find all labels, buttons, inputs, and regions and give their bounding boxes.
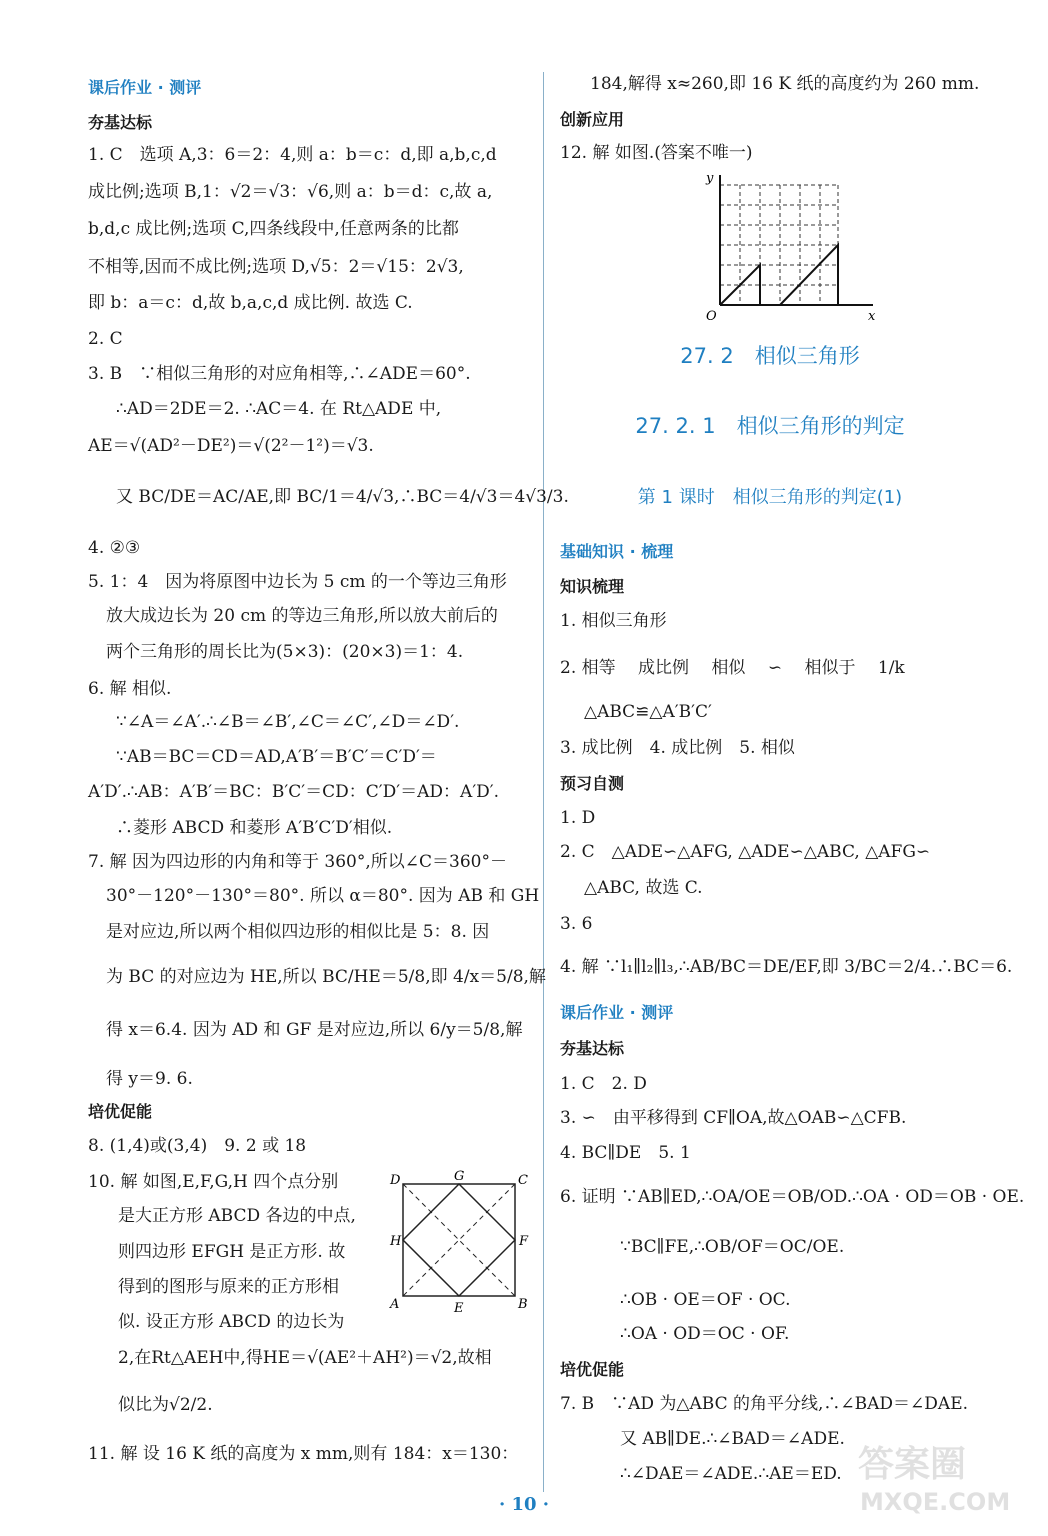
outer-square	[403, 1184, 515, 1296]
diagonal-dashed	[403, 1184, 515, 1296]
answer-line: 1. C 2. D	[560, 1074, 647, 1094]
answer-line: 似比为√2/2.	[118, 1395, 213, 1415]
answer-line: 两个三角形的周长比为(5×3)：(20×3)＝1：4.	[106, 642, 464, 662]
figure-label: D	[390, 1173, 401, 1188]
watermark-text: 答案圈	[858, 1444, 967, 1485]
subsection-title: 预习自测	[560, 774, 625, 793]
diagonal-dashed	[403, 1184, 515, 1296]
page-number: · 10 ·	[498, 1494, 550, 1515]
answer-line: 即 b：a＝c：d,故 b,a,c,d 成比例. 故选 C.	[88, 293, 413, 313]
answer-line: △ABC≌△A′B′C′	[584, 702, 712, 722]
subsection-title: 培优促能	[88, 1102, 153, 1121]
answer-line: 得 x＝6.4. 因为 AD 和 GF 是对应边,所以 6/y＝5/8,解	[106, 1020, 523, 1040]
answer-line: 3. 成比例 4. 成比例 5. 相似	[560, 738, 795, 758]
answer-line: 2. 相等 成比例 相似 ∽ 相似于 1/k	[560, 658, 905, 678]
inner-square	[403, 1184, 515, 1296]
answer-line: 4. ②③	[88, 538, 141, 558]
figure-label: C	[518, 1173, 528, 1188]
answer-line: 2. C	[88, 329, 123, 349]
subsection-title: 知识梳理	[560, 577, 625, 596]
section-header: 基础知识 · 梳理	[560, 542, 674, 561]
subsection-title: 夯基达标	[560, 1039, 625, 1058]
answer-line: 得 y＝9. 6.	[106, 1069, 193, 1089]
answer-line: 又 BC/DE＝AC/AE,即 BC/1＝4/√3,∴BC＝4/√3＝4√3/3.	[116, 487, 569, 507]
answer-line: 4. 解 ∵l₁∥l₂∥l₃,∴AB/BC＝DE/EF,即 3/BC＝2/4.∴BC＝6.	[560, 957, 1013, 977]
answer-line: 7. 解 因为四边形的内角和等于 360°,所以∠C＝360°－	[88, 852, 507, 872]
lesson-heading: 第 1 课时 相似三角形的判定(1)	[637, 487, 903, 508]
grid-figure	[698, 170, 888, 320]
square-midpoint-figure	[388, 1170, 530, 1320]
answer-line: ∴∠DAE＝∠ADE.∴AE＝ED.	[620, 1464, 842, 1484]
axis-label: O	[706, 309, 717, 320]
answer-line: 不相等,因而不成比例;选项 D,√5：2＝√15：2√3,	[88, 257, 464, 277]
answer-line: ∴菱形 ABCD 和菱形 A′B′C′D′相似.	[116, 818, 393, 838]
section-header: 课后作业 · 测评	[560, 1003, 674, 1022]
answer-line: 是大正方形 ABCD 各边的中点,	[118, 1206, 356, 1226]
answer-line: 2. C △ADE∽△AFG, △ADE∽△ABC, △AFG∽	[560, 842, 931, 862]
answer-line: A′D′.∴AB：A′B′＝BC：B′C′＝CD：C′D′＝AD：A′D′.	[88, 782, 500, 802]
answer-line: 3. 6	[560, 914, 593, 934]
answer-line: 11. 解 设 16 K 纸的高度为 x mm,则有 184：x＝130：	[88, 1444, 519, 1464]
axis-label: x	[868, 309, 876, 320]
subsection-title: 培优促能	[560, 1360, 625, 1379]
answer-line: 3. B ∵相似三角形的对应角相等,∴∠ADE＝60°.	[88, 364, 471, 384]
answer-line: 为 BC 的对应边为 HE,所以 BC/HE＝5/8,即 4/x＝5/8,解	[106, 967, 546, 987]
figure-label: H	[390, 1234, 402, 1249]
answer-line: 2,在Rt△AEH中,得HE＝√(AE²＋AH²)＝√2,故相	[118, 1348, 492, 1368]
answer-line: 又 AB∥DE.∴∠BAD＝∠ADE.	[620, 1429, 845, 1449]
answer-line: ∴OA · OD＝OC · OF.	[620, 1324, 790, 1344]
answer-line: 4. BC∥DE 5. 1	[560, 1143, 691, 1163]
answer-line: 6. 解 相似.	[88, 679, 172, 699]
answer-line: 7. B ∵AD 为△ABC 的角平分线,∴∠BAD＝∠DAE.	[560, 1394, 969, 1414]
answer-line: 成比例;选项 B,1：√2＝√3：√6,则 a：b＝d：c,故 a,	[88, 182, 493, 202]
answer-line: 8. (1,4)或(3,4) 9. 2 或 18	[88, 1136, 307, 1156]
subsection-title: 夯基达标	[88, 113, 153, 132]
answer-line: 12. 解 如图.(答案不唯一)	[560, 143, 753, 163]
column-divider	[543, 72, 544, 1492]
answer-line: 184,解得 x≈260,即 16 K 纸的高度约为 260 mm.	[590, 74, 980, 94]
section-header: 课后作业 · 测评	[88, 78, 202, 97]
figure-label: E	[454, 1301, 464, 1316]
answer-line: 则四边形 EFGH 是正方形. 故	[118, 1242, 346, 1262]
answer-line: 30°－120°－130°＝80°. 所以 α＝80°. 因为 AB 和 GH	[106, 886, 540, 906]
axis-label: y	[706, 171, 714, 186]
subsection-title: 创新应用	[560, 110, 625, 129]
answer-line: ∴AD＝2DE＝2. ∴AC＝4. 在 Rt△ADE 中,	[116, 399, 442, 419]
answer-line: 放大成边长为 20 cm 的等边三角形,所以放大前后的	[106, 606, 498, 626]
answer-line: b,d,c 成比例;选项 C,四条线段中,任意两条的比都	[88, 219, 459, 239]
section-title: 27. 2 相似三角形	[680, 344, 860, 368]
subsection-heading: 27. 2. 1 相似三角形的判定	[635, 414, 905, 438]
answer-line: 5. 1：4 因为将原图中边长为 5 cm 的一个等边三角形	[88, 572, 507, 592]
answer-line: 是对应边,所以两个相似四边形的相似比是 5：8. 因	[106, 922, 490, 942]
answer-line: 6. 证明 ∵AB∥ED,∴OA/OE＝OB/OD.∴OA · OD＝OB · OE.	[560, 1187, 1025, 1207]
answer-line: ∵∠A＝∠A′.∴∠B＝∠B′,∠C＝∠C′,∠D＝∠D′.	[116, 712, 460, 732]
large-triangle	[780, 245, 838, 305]
watermark-text: MXQE.COM	[860, 1488, 1011, 1516]
answer-line: △ABC, 故选 C.	[584, 878, 703, 898]
answer-line: 1. D	[560, 808, 596, 828]
answer-line: 1. C 选项 A,3：6＝2：4,则 a：b＝c：d,即 a,b,c,d	[88, 145, 497, 165]
answer-line: ∵AB＝BC＝CD＝AD,A′B′＝B′C′＝C′D′＝	[116, 747, 437, 767]
answer-line: ∴OB · OE＝OF · OC.	[620, 1290, 791, 1310]
answer-line: 1. 相似三角形	[560, 611, 667, 631]
figure-label: B	[518, 1297, 528, 1312]
answer-line: AE＝√(AD²－DE²)＝√(2²－1²)＝√3.	[88, 436, 374, 456]
answer-line: 得到的图形与原来的正方形相	[118, 1277, 339, 1297]
answer-line: 似. 设正方形 ABCD 的边长为	[118, 1312, 345, 1332]
figure-label: F	[519, 1234, 529, 1249]
watermark-logo	[848, 1434, 1018, 1518]
answer-line: ∵BC∥FE,∴OB/OF＝OC/OE.	[620, 1237, 845, 1257]
figure-label: A	[390, 1297, 400, 1312]
answer-line: 3. ∽ 由平移得到 CF∥OA,故△OAB∽△CFB.	[560, 1108, 907, 1128]
figure-label: G	[454, 1170, 465, 1184]
answer-line: 10. 解 如图,E,F,G,H 四个点分别	[88, 1172, 339, 1192]
